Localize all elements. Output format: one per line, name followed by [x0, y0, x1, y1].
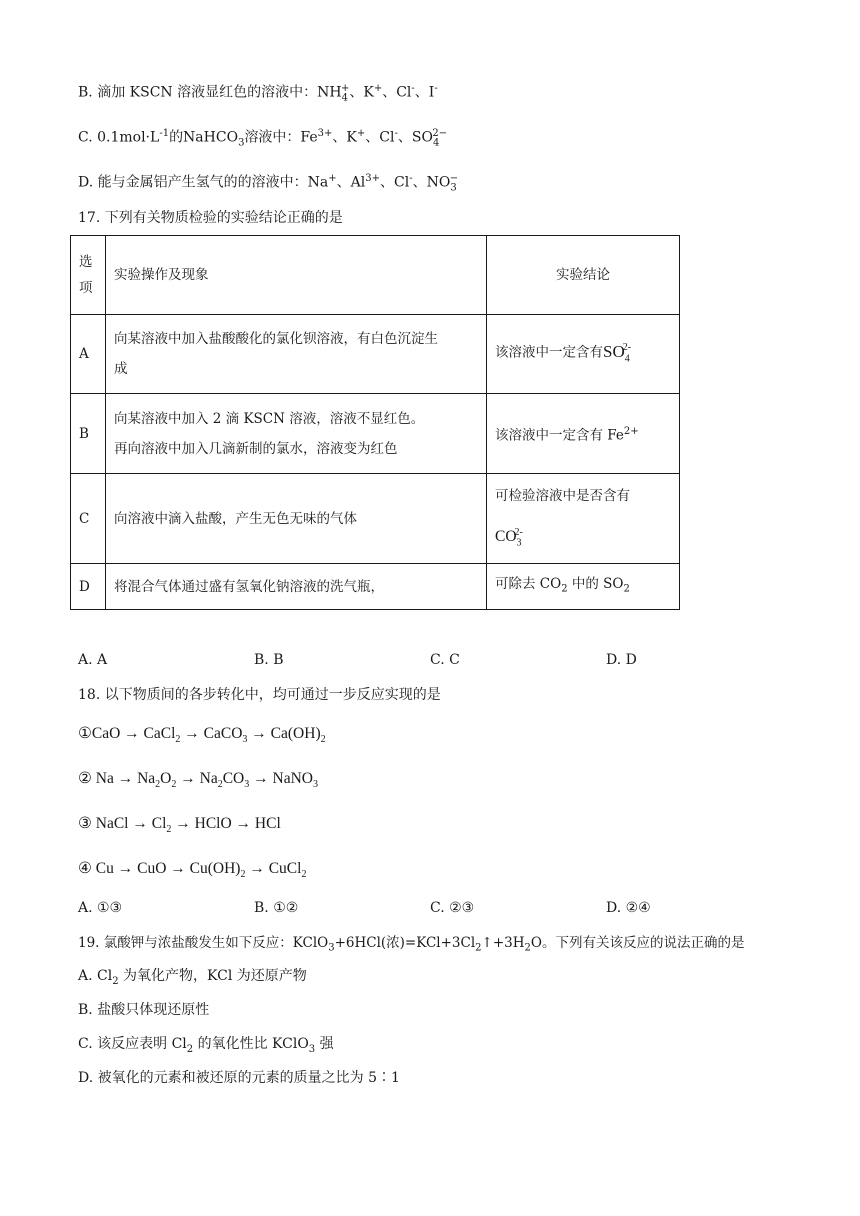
- q17-stem: 17. 下列有关物质检验的实验结论正确的是: [78, 210, 343, 226]
- q18-stem: 18. 以下物质间的各步转化中，均可通过一步反应实现的是: [78, 687, 441, 703]
- q19-stem: 19. 氯酸钾与浓盐酸发生如下反应：KClO$_3$+6HCl(浓)$=KCl+3Cl_2↑+3H_2O$。下列有关该反应的说法正确的是: [78, 935, 745, 954]
- row-c-conclusion-line1: 可检验溶液中是否含有: [495, 488, 630, 505]
- q18-item-2: ② $Na \to Na_2O_2 \to Na_2CO_3$ → NaNO$_3$: [78, 770, 318, 791]
- q18-item-3: ③ NaCl → $Cl_2$ → HClO → HCl: [78, 815, 281, 836]
- header-option: 选 项: [71, 236, 106, 315]
- table-row: [71, 564, 680, 610]
- row-c-conclusion-line2: $CO_3^{2-}$: [495, 527, 523, 549]
- row-b-operation-line1: 向某溶液中加入 2 滴 KSCN 溶液，溶液不显红色。: [114, 410, 425, 427]
- q18-item-4: ④ Cu → CuO → $Cu(OH)_2$ → CuCl$_2$: [78, 860, 307, 881]
- row-b-conclusion: 该溶液中一定含有 $Fe^{2+}$: [487, 394, 680, 474]
- q16-option-d-prefix: D. 能与金属铝产生氢气的的溶液中：: [78, 174, 308, 191]
- row-a-operation-line1: 向某溶液中加入盐酸酸化的氯化钡溶液，有白色沉淀生: [114, 331, 438, 347]
- table-row: [71, 474, 680, 564]
- header-conclusion: 实验结论: [487, 236, 680, 315]
- q17-choice-c[interactable]: C. C: [430, 652, 460, 668]
- row-c-conclusion: [487, 474, 680, 564]
- q16-option-c: C. $0.1mol\cdot L^{-1}$的NaHCO$_3$溶液中：$Fe^{3+}$、K+、Cl-、$SO_4^{2-}$: [78, 128, 448, 149]
- q17-choice-d[interactable]: D. D: [606, 652, 637, 668]
- table-row: [71, 394, 680, 474]
- q18-choice-b[interactable]: B. ①②: [254, 900, 299, 916]
- row-b-operation-line2: 再向溶液中加入几滴新制的氯水，溶液变为红色: [114, 440, 398, 457]
- q18-choice-d[interactable]: D. ②④: [606, 900, 651, 916]
- row-c-operation: 向溶液中滴入盐酸，产生无色无味的气体: [106, 474, 487, 564]
- q19-option-d[interactable]: D. 被氧化的元素和被还原的元素的质量之比为 5∶1: [78, 1070, 400, 1086]
- row-d-conclusion: 可除去 $CO_2$ 中的 $SO_2$: [487, 564, 680, 610]
- row-a-operation-line2: 成: [114, 361, 128, 377]
- q18-item-1: ①CaO → CaCl$_2$ → CaCO$_3$ → $Ca(OH)_2$: [78, 725, 326, 746]
- q16-option-b-prefix: B. 滴加 KSCN 溶液显红色的溶液中：: [78, 84, 318, 101]
- q19-option-c[interactable]: C. 该反应表明 $Cl_2$ 的氧化性比 KClO$_3$ 强: [78, 1036, 334, 1055]
- row-c-option: C: [71, 474, 106, 564]
- q17-table: [70, 235, 680, 610]
- row-a-operation: [106, 315, 487, 394]
- row-d-option: D: [71, 564, 106, 610]
- q16-option-b: B. 滴加 KSCN 溶液显红色的溶液中：$NH_4^+$、K+、Cl-、I-: [78, 83, 438, 104]
- q17-choice-b[interactable]: B. B: [254, 652, 284, 668]
- row-a-conclusion: 该溶液中一定含有$SO_4^{2-}$: [487, 315, 680, 394]
- table-header-row: [71, 236, 680, 315]
- q18-choice-a[interactable]: A. ①③: [78, 900, 123, 916]
- header-operation: 实验操作及现象: [106, 236, 487, 315]
- row-a-option: A: [71, 315, 106, 394]
- q16-option-d: D. 能与金属铝产生氢气的的溶液中：Na+、$Al^{3+}$、Cl-、$NO_3^-$: [78, 173, 459, 194]
- q19-option-b[interactable]: B. 盐酸只体现还原性: [78, 1002, 210, 1018]
- row-b-option: B: [71, 394, 106, 474]
- q17-choice-a[interactable]: A. A: [78, 652, 108, 668]
- q18-choice-c[interactable]: C. ②③: [430, 900, 475, 916]
- q19-option-a[interactable]: A. $Cl_2$ 为氧化产物，KCl 为还原产物: [78, 968, 307, 987]
- table-row: [71, 315, 680, 394]
- row-b-operation: [106, 394, 487, 474]
- row-d-operation: 将混合气体通过盛有氢氧化钠溶液的洗气瓶，: [106, 564, 487, 610]
